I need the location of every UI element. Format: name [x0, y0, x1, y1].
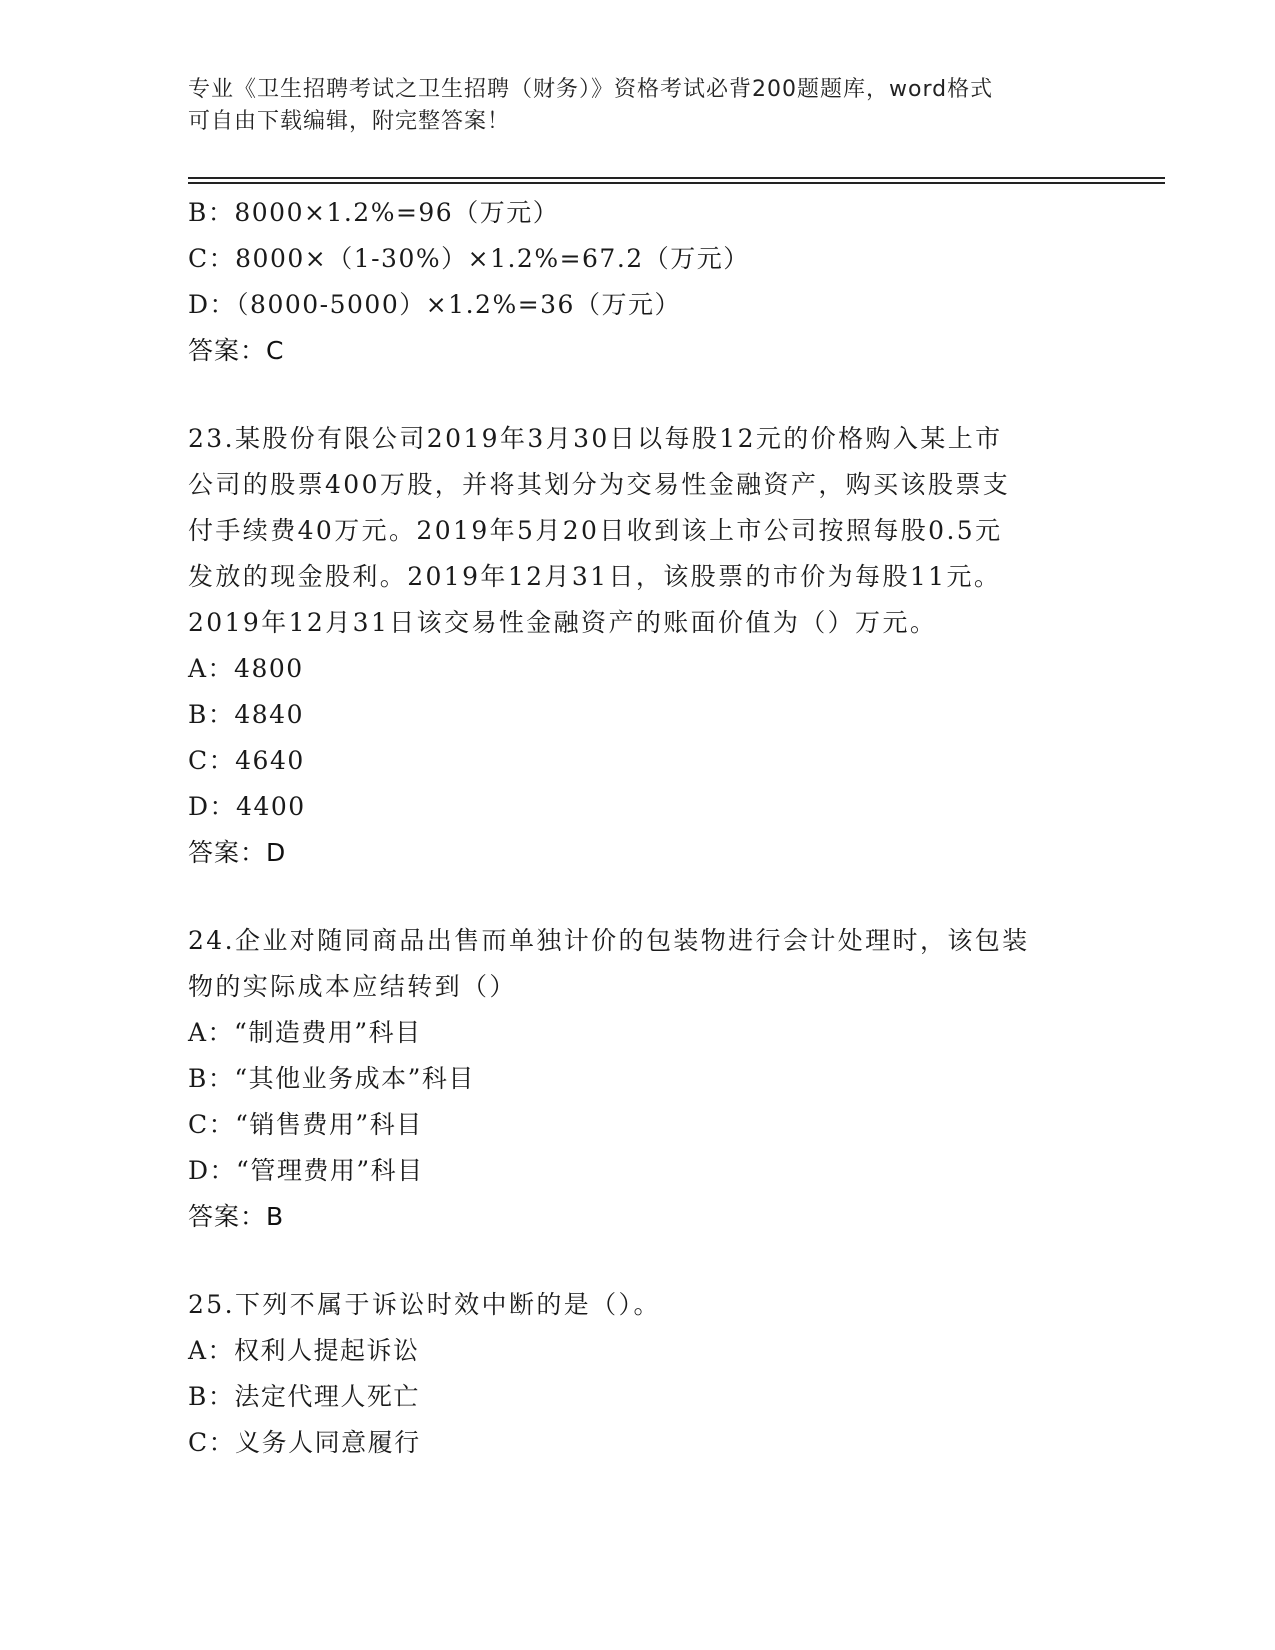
question-23-options	[188, 646, 1088, 876]
answer-line: 答案：C	[188, 336, 285, 365]
question-24	[188, 918, 1088, 1010]
answer-line: 答案：B	[188, 1202, 285, 1231]
answer-line: 答案：D	[188, 838, 287, 867]
option-a: A：“制造费用”科目	[188, 1018, 422, 1047]
question-24-options	[188, 1010, 1088, 1240]
spacer	[188, 1240, 1088, 1282]
question-stem-line: 付手续费40万元。2019年5月20日收到该上市公司按照每股0.5元	[188, 516, 1003, 545]
option-b: B：4840	[188, 700, 304, 729]
document-header	[188, 74, 1068, 138]
header-divider-top	[188, 177, 1165, 179]
question-stem-line: 发放的现金股利。2019年12月31日，该股票的市价为每股11元。	[188, 562, 1002, 591]
question-stem-line: 23.某股份有限公司2019年3月30日以每股12元的价格购入某上市	[188, 424, 1003, 453]
header-line-2: 可自由下载编辑，附完整答案！	[188, 109, 511, 134]
question-23	[188, 416, 1088, 646]
option-c: C：义务人同意履行	[188, 1428, 421, 1457]
question-list	[188, 190, 1088, 1466]
option-b: B：法定代理人死亡	[188, 1382, 420, 1411]
option-d: D：“管理费用”科目	[188, 1156, 424, 1185]
option-d: D：4400	[188, 792, 306, 821]
question-stem-line: 2019年12月31日该交易性金融资产的账面价值为（）万元。	[188, 608, 938, 637]
option-b: B：“其他业务成本”科目	[188, 1064, 475, 1093]
question-25	[188, 1282, 1088, 1328]
option-a: A：4800	[188, 654, 304, 683]
question-stem-line: 物的实际成本应结转到（）	[188, 972, 517, 1001]
option-c: C：4640	[188, 746, 305, 775]
option-c: C：8000×（1-30%）×1.2%=67.2（万元）	[188, 244, 750, 273]
spacer	[188, 876, 1088, 918]
spacer	[188, 374, 1088, 416]
option-b: B：8000×1.2%=96（万元）	[188, 198, 560, 227]
question-stem-line: 公司的股票400万股，并将其划分为交易性金融资产，购买该股票支	[188, 470, 1011, 499]
question-22-continued	[188, 190, 1088, 374]
question-stem-line: 24.企业对随同商品出售而单独计价的包装物进行会计处理时，该包装	[188, 926, 1030, 955]
option-c: C：“销售费用”科目	[188, 1110, 423, 1139]
question-25-options	[188, 1328, 1088, 1466]
option-a: A：权利人提起诉讼	[188, 1336, 420, 1365]
option-d: D：（8000-5000）×1.2%=36（万元）	[188, 290, 681, 319]
header-divider-bottom	[188, 182, 1165, 184]
question-stem-line: 25.下列不属于诉讼时效中断的是（）。	[188, 1290, 661, 1319]
header-line-1: 专业《卫生招聘考试之卫生招聘（财务）》资格考试必背200题题库，word格式	[188, 77, 994, 102]
